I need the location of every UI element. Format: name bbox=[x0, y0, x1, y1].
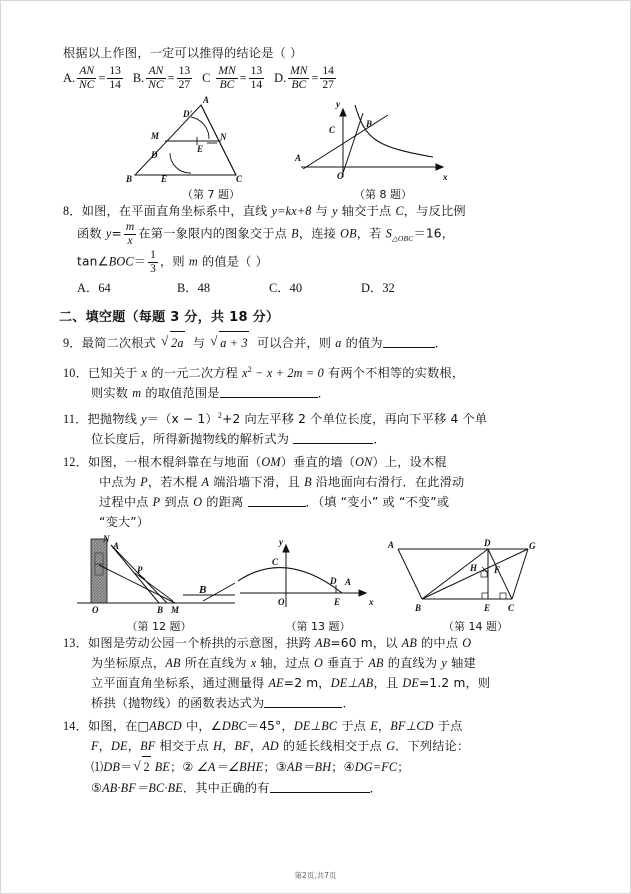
q8-choice-b[interactable]: B．48 bbox=[177, 280, 211, 295]
question-12 bbox=[63, 452, 571, 532]
equals: = bbox=[98, 70, 106, 85]
q8-number: 8． bbox=[63, 203, 82, 218]
answer-blank[interactable] bbox=[270, 781, 370, 793]
answer-blank[interactable] bbox=[293, 432, 373, 444]
answer-blank[interactable] bbox=[383, 336, 435, 348]
label-A: A bbox=[113, 540, 120, 551]
label-P: P bbox=[137, 564, 143, 575]
choice-label: A. bbox=[63, 70, 76, 85]
label-O: O bbox=[278, 596, 285, 607]
figure-8-drawing bbox=[293, 95, 473, 183]
label-A: A bbox=[345, 576, 352, 587]
q9-number: 9． bbox=[63, 335, 82, 350]
radical: √ 2 bbox=[133, 756, 153, 778]
fraction: $\frac{MN}{BC}$ bbox=[218, 65, 236, 91]
label-C: C bbox=[272, 556, 279, 567]
figure-7 bbox=[121, 95, 301, 202]
q8-choices bbox=[63, 278, 571, 296]
answer-blank[interactable] bbox=[264, 696, 342, 708]
q13-number: 13． bbox=[63, 635, 88, 650]
radical: √ a + 3 bbox=[210, 331, 252, 354]
fraction-m-over-x: $\frac{m}{x}$ bbox=[125, 220, 135, 247]
fraction: $\frac{14}{27}$ bbox=[322, 65, 334, 91]
choice-label: C bbox=[202, 70, 211, 85]
answer-blank[interactable] bbox=[220, 386, 318, 398]
label-H: H bbox=[470, 562, 478, 573]
label-A: A bbox=[203, 94, 210, 105]
q13-line-1: 13．如图是劳动公园一个桥拱的示意图，拱跨 AB=60 m，以 AB 的中点 O bbox=[63, 635, 472, 650]
label-N: N bbox=[103, 534, 110, 544]
label-O: O bbox=[92, 604, 99, 615]
label-B: B bbox=[415, 602, 422, 613]
question-9: 9．最简二次根式 √ 2a 与 √ a + 3 可以合并，则 a 的值为 ． bbox=[63, 331, 571, 354]
question-13 bbox=[63, 633, 571, 713]
equation-line: y=kx+8 bbox=[271, 203, 312, 218]
label-D: D bbox=[484, 537, 491, 548]
figure-13 bbox=[238, 535, 398, 634]
label-F: F bbox=[494, 564, 501, 575]
figure-14-caption: （第 14 题） bbox=[443, 619, 508, 633]
equation-line: − x + 2m = 0 bbox=[251, 365, 324, 380]
fraction-one-third: $\frac{1}{3}$ bbox=[150, 248, 157, 275]
q10-number: 10． bbox=[63, 365, 88, 380]
equation-line: ＝（x − 1） bbox=[146, 411, 218, 426]
figure-13-caption: （第 13 题） bbox=[285, 619, 351, 633]
q14-line-3: ⑴DB＝ √ 2 BE；② ∠A＝∠BHE；③AB＝BH；④DG=FC； bbox=[63, 756, 571, 778]
figure-8-caption: （第 8 题） bbox=[354, 187, 412, 201]
label-y-axis: y bbox=[279, 536, 283, 547]
figure-7-drawing bbox=[121, 95, 301, 183]
figure-strip-12-13-14 bbox=[63, 535, 571, 631]
figure-strip-7-8 bbox=[63, 94, 571, 201]
q8-line-3: tan∠BOC＝ $\frac{1}{3}$ ，则 m 的值是（ ） bbox=[77, 248, 268, 275]
label-E-lower: E bbox=[161, 173, 168, 183]
q11-line-1: 11．把抛物线 $y=(x - 1)^2+2$ 向左平移 2 个单位长度，再向下平移 4 个单 bbox=[63, 410, 488, 426]
q14-line-2: F，DE，BF 相交于点 H，BF，AD 的延长线相交于点 G．下列结论： bbox=[91, 738, 470, 753]
q7-choices bbox=[63, 65, 571, 92]
radical: √ 2a bbox=[161, 331, 188, 354]
label-D-prime: D' bbox=[183, 108, 192, 119]
figure-13-drawing bbox=[238, 535, 398, 615]
label-x-axis: x bbox=[369, 596, 374, 607]
q12-line-1: 12．如图，一根木棍斜靠在与地面（OM）垂直的墙（ON）上，设木棍 bbox=[63, 454, 447, 469]
figure-12 bbox=[75, 535, 243, 634]
label-B-lower: B bbox=[157, 604, 164, 615]
q11-line-2: 位长度后，所得新抛物线的解析式为 ． bbox=[91, 431, 386, 446]
q7-choice-a[interactable] bbox=[63, 65, 125, 92]
q8-choice-a[interactable]: A．64 bbox=[77, 280, 111, 295]
question-14 bbox=[63, 716, 571, 798]
figure-12-caption: （第 12 题） bbox=[126, 619, 192, 633]
q8-line-2: 函数 y= $\frac{m}{x}$ 在第一象限内的图象交于点 B，连接 OB，若 $S_{\triangle OBC}=16$， bbox=[77, 220, 455, 247]
label-C: C bbox=[236, 173, 243, 183]
q10-line-1: 10．已知关于 x 的一元二次方程 $x^2 - x + 2m = 0$ 有两个不相等的实数根， bbox=[63, 364, 465, 380]
label-x-axis: x bbox=[443, 171, 448, 182]
label-E-upper: E bbox=[197, 143, 204, 154]
page-content bbox=[59, 43, 571, 801]
q7-choice-c[interactable] bbox=[202, 65, 266, 92]
label-C: C bbox=[508, 602, 515, 613]
q13-line-4: 桥拱（抛物线）的函数表达式为 ． bbox=[91, 695, 355, 710]
label-D: D bbox=[151, 149, 158, 160]
choice-label: D. bbox=[274, 70, 287, 85]
label-B-right: B bbox=[199, 583, 207, 596]
q14-line-1: 14．如图，在□ABCD 中，∠DBC＝45°，DE⊥BC 于点 E，BF⊥CD 于点 bbox=[63, 718, 463, 733]
q13-line-3: 立平面直角坐标系，通过测量得 AE=2 m，DE⊥AB，且 DE=1.2 m，则 bbox=[91, 675, 491, 690]
q7-prompt: 根据以上作图，一定可以推得的结论是（ ） bbox=[63, 46, 303, 60]
page-footer: 第2页,共7页 bbox=[294, 871, 337, 880]
q12-line-2: 中点为 P，若木棍 A 端沿墙下滑，且 B 沿地面向右滑行．在此滑动 bbox=[99, 474, 465, 489]
question-8 bbox=[63, 201, 571, 296]
label-E: E bbox=[334, 596, 341, 607]
choice-label: B. bbox=[132, 70, 145, 85]
equals: = bbox=[239, 70, 247, 85]
label-D: D bbox=[330, 575, 337, 586]
q10-line-2: 则实数 m 的取值范围是 ． bbox=[91, 385, 331, 400]
q13-line-2: 为坐标原点，AB 所在直线为 x 轴，过点 O 垂直于 AB 的直线为 y 轴建 bbox=[91, 655, 476, 670]
label-B: B bbox=[126, 173, 133, 183]
label-M: M bbox=[171, 604, 180, 615]
equals: = bbox=[167, 70, 175, 85]
fraction: $\frac{AN}{NC}$ bbox=[148, 65, 164, 91]
q7-choice-d[interactable] bbox=[274, 65, 338, 92]
fraction: $\frac{MN}{BC}$ bbox=[290, 65, 308, 91]
label-N: N bbox=[220, 131, 227, 142]
q8-choice-d[interactable]: D．32 bbox=[361, 280, 395, 295]
fraction: $\frac{13}{27}$ bbox=[178, 65, 191, 91]
q11-number: 11． bbox=[63, 411, 88, 426]
q12-number: 12． bbox=[63, 454, 88, 469]
label-E: E bbox=[484, 602, 491, 613]
q7-choice-b[interactable] bbox=[133, 65, 194, 92]
label-A: A bbox=[295, 152, 302, 163]
fraction: $\frac{13}{14}$ bbox=[109, 65, 121, 91]
question-10 bbox=[63, 360, 571, 403]
figure-14-drawing bbox=[388, 535, 563, 615]
figure-12-drawing bbox=[75, 535, 243, 615]
fraction: $\frac{13}{14}$ bbox=[250, 65, 263, 91]
figure-14 bbox=[388, 535, 563, 634]
label-A: A bbox=[388, 539, 395, 550]
label-G: G bbox=[529, 540, 536, 551]
q8-line-1: 8．如图，在平面直角坐标系中，直线 y=kx+8 与 y 轴交于点 C，与反比例 bbox=[63, 203, 466, 218]
question-7-stem bbox=[63, 43, 571, 92]
q12-line-4: “变大”） bbox=[99, 514, 150, 529]
figure-7-caption: （第 7 题） bbox=[182, 187, 240, 201]
question-11 bbox=[63, 406, 571, 449]
q14-line-4: ⑤AB·BF＝BC·BE．其中正确的有 ． bbox=[91, 780, 382, 795]
q8-choice-c[interactable]: C．40 bbox=[269, 280, 303, 295]
label-O: O bbox=[337, 170, 344, 181]
label-y-axis: y bbox=[336, 98, 340, 109]
answer-blank[interactable] bbox=[248, 495, 306, 507]
q14-number: 14． bbox=[63, 718, 88, 733]
section-2-heading: 二、填空题（每题 3 分，共 18 分） bbox=[59, 309, 280, 325]
figure-8 bbox=[293, 95, 473, 202]
label-C: C bbox=[329, 124, 336, 135]
label-M: M bbox=[151, 130, 160, 141]
label-B: B bbox=[366, 118, 373, 129]
q12-line-3: 过程中点 P 到点 O 的距离 ．（填 “变小” 或 “不变”或 bbox=[99, 494, 450, 509]
equals: = bbox=[311, 70, 319, 85]
fraction: $\frac{AN}{NC}$ bbox=[79, 65, 95, 91]
